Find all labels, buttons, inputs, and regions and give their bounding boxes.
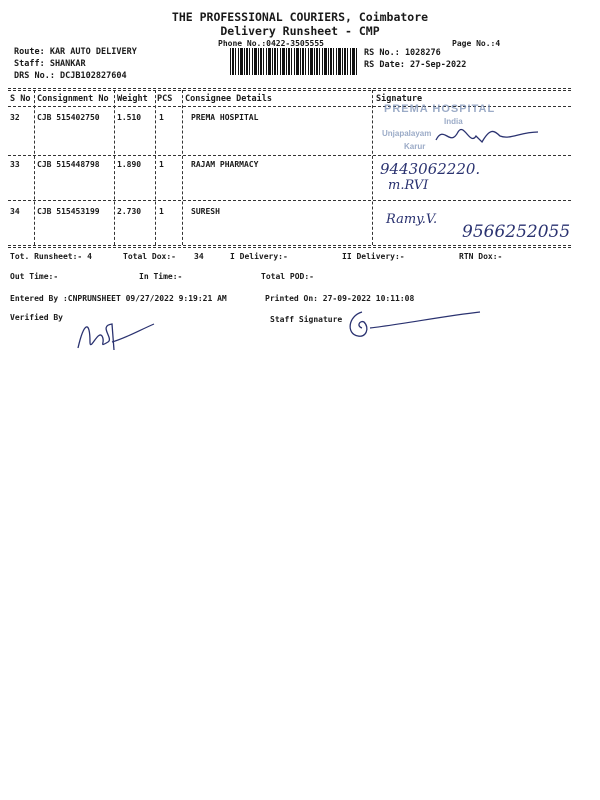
row-2-consignee-pcs: 1: [159, 160, 164, 169]
page-number: Page No.:4: [452, 39, 501, 48]
table-top-rule-2: [8, 90, 571, 91]
stamp-hospital-name: PREMA HOSPITAL: [384, 103, 496, 115]
col-header-weight: Weight: [117, 94, 148, 104]
out-time: Out Time:-: [10, 272, 59, 281]
barcode: [230, 48, 358, 75]
row-3-pcs: 1: [159, 207, 164, 216]
staff-signature-label: Staff Signature: [270, 315, 343, 324]
entered-by: Entered By :CNPRUNSHEET 09/27/2022 9:19:21 AM: [10, 294, 227, 303]
staff-signature: [344, 306, 484, 342]
rs-number: RS No.: 1028276: [364, 48, 441, 58]
col-header-sno: S No: [10, 94, 31, 104]
col-sep-1: [34, 90, 35, 245]
stamp-line-2: India: [444, 117, 463, 126]
row-1-weight: 1.510: [117, 113, 142, 122]
row-2-sno: 33: [10, 160, 20, 169]
staff-label: Staff: SHANKAR: [14, 59, 86, 69]
rtn-dox: RTN Dox:-: [459, 252, 503, 261]
col-header-pcs: PCS: [157, 94, 173, 104]
row-2-handwritten-phone: 9443062220.: [380, 160, 481, 178]
i-delivery: I Delivery:-: [230, 252, 288, 261]
row-1-sno: 32: [10, 113, 20, 122]
verified-by-signature: [68, 312, 158, 358]
document-title: Delivery Runsheet - CMP: [220, 24, 380, 38]
row-3-handwritten-phone: 9566252055: [462, 222, 571, 242]
company-title: THE PROFESSIONAL COURIERS, Coimbatore: [171, 10, 429, 24]
ii-delivery: II Delivery:-: [342, 252, 405, 261]
col-sep-3: [155, 90, 156, 245]
total-runsheet: Tot. Runsheet:- 4: [10, 252, 92, 261]
row-2-rule: [8, 200, 571, 201]
row-3-consignee: SURESH: [191, 207, 220, 216]
col-header-consignee: Consignee Details: [185, 94, 272, 104]
verified-by-label: Verified By: [10, 313, 63, 322]
table-bottom-rule-2: [8, 247, 571, 248]
row-3-handwritten-sign: Ramy.V.: [386, 212, 438, 227]
row-2-weight: 1.890: [117, 160, 142, 169]
printed-on: Printed On: 27-09-2022 10:11:08: [265, 294, 415, 303]
in-time: In Time:-: [139, 272, 183, 281]
total-dox-label: Total Dox:-: [123, 252, 176, 261]
col-sep-4: [182, 90, 183, 245]
col-header-consignment: Consignment No: [37, 94, 109, 104]
table-top-rule: [8, 88, 571, 89]
row-3-sno: 34: [10, 207, 20, 216]
row-1-consignee: PREMA HOSPITAL: [191, 113, 259, 122]
table-bottom-rule: [8, 245, 571, 246]
route-label: Route: KAR AUTO DELIVERY: [14, 47, 137, 57]
row-1-signature: [430, 118, 550, 154]
row-2-handwritten-name: m.RVI: [388, 178, 429, 193]
stamp-line-3: Unjapalayam: [382, 129, 432, 138]
row-3-weight: 2.730: [117, 207, 142, 216]
col-sep-5: [372, 90, 373, 245]
row-1-rule: [8, 155, 571, 156]
row-2-consignee: RAJAM PHARMACY: [191, 160, 259, 169]
row-1-pcs: 1: [159, 113, 164, 122]
row-3-consignment: CJB 515453199: [37, 207, 100, 216]
row-2-consignment: CJB 515448798: [37, 160, 100, 169]
total-pod: Total POD:-: [261, 272, 314, 281]
drs-number: DRS No.: DCJB102827604: [14, 71, 127, 81]
stamp-line-4: Karur: [404, 142, 426, 151]
col-sep-2: [114, 90, 115, 245]
row-1-consignment: CJB 515402750: [37, 113, 100, 122]
rs-date: RS Date: 27-Sep-2022: [364, 60, 467, 70]
total-dox-value: 34: [194, 252, 204, 261]
col-header-signature: Signature: [376, 94, 423, 104]
phone-number: Phone No.:0422-3505555: [218, 39, 324, 48]
